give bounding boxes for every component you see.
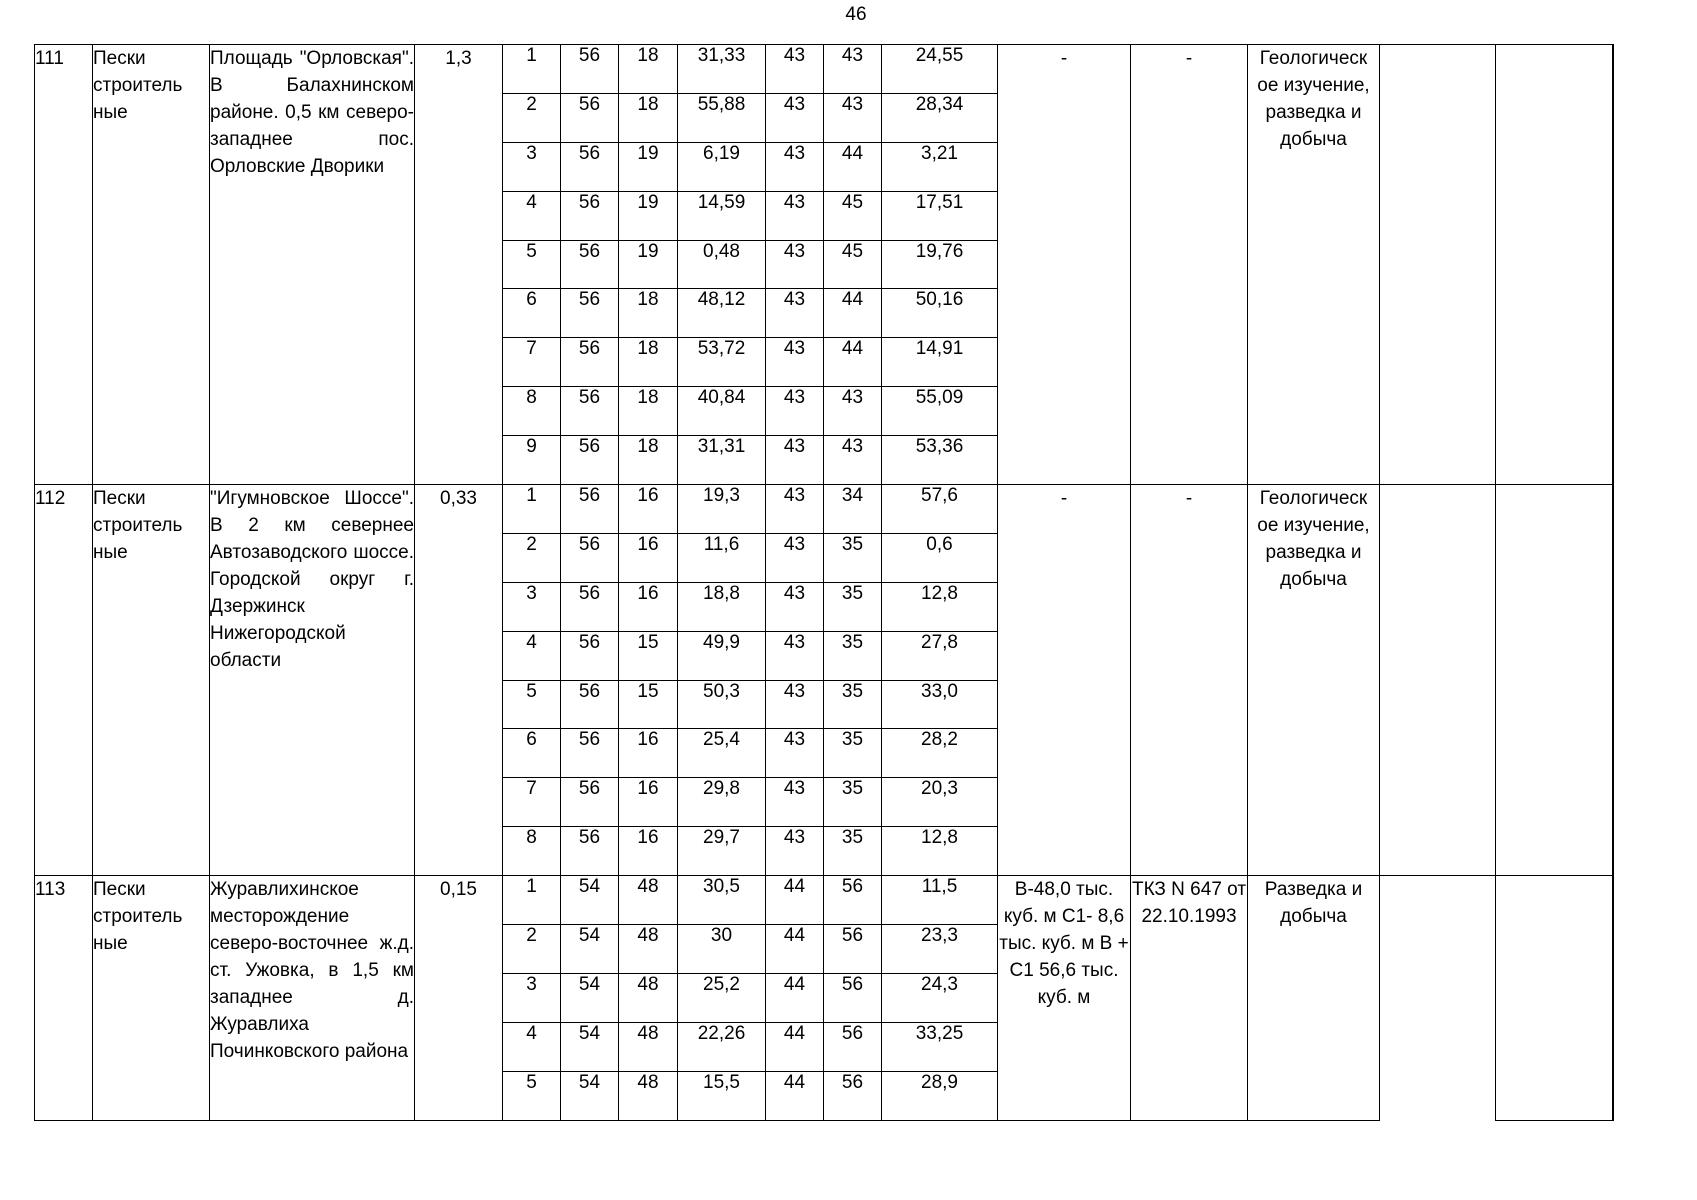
lon-degrees-cell: 43 [766, 289, 824, 338]
lat-seconds-cell: 50,3 [678, 680, 766, 729]
lon-seconds-cell: 28,9 [882, 1071, 998, 1120]
lon-seconds-cell: 14,91 [882, 338, 998, 387]
lat-degrees-cell: 56 [561, 827, 619, 876]
point-number-cell: 6 [503, 289, 561, 338]
lat-minutes-cell: 48 [619, 876, 678, 925]
lon-degrees-cell: 43 [766, 533, 824, 582]
lon-minutes-cell: 45 [824, 191, 882, 240]
empty-cell [1613, 876, 1614, 1120]
lon-seconds-cell: 23,3 [882, 925, 998, 974]
lon-degrees-cell: 44 [766, 1022, 824, 1071]
point-number-cell: 1 [503, 45, 561, 94]
lat-degrees-cell: 54 [561, 925, 619, 974]
lat-minutes-cell: 48 [619, 925, 678, 974]
lat-degrees-cell: 54 [561, 1071, 619, 1120]
lon-degrees-cell: 43 [766, 191, 824, 240]
lon-seconds-cell: 28,34 [882, 93, 998, 142]
lon-minutes-cell: 35 [824, 729, 882, 778]
lon-minutes-cell: 34 [824, 485, 882, 534]
lon-seconds-cell: 12,8 [882, 582, 998, 631]
protocol-info: ТКЗ N 647 от 22.10.1993 [1131, 876, 1248, 1120]
lat-degrees-cell: 56 [561, 729, 619, 778]
lat-degrees-cell: 56 [561, 436, 619, 485]
site-location: Площадь "Орловская". В Балахнинском районе. 0,5 км северо-западнее пос. Орловские Дворики [210, 45, 415, 485]
lon-seconds-cell: 57,6 [882, 485, 998, 534]
lat-minutes-cell: 18 [619, 387, 678, 436]
lon-seconds-cell: 28,2 [882, 729, 998, 778]
point-number-cell: 9 [503, 436, 561, 485]
point-number-cell: 1 [503, 876, 561, 925]
lat-minutes-cell: 19 [619, 142, 678, 191]
lon-minutes-cell: 35 [824, 827, 882, 876]
lon-minutes-cell: 56 [824, 973, 882, 1022]
lat-degrees-cell: 56 [561, 631, 619, 680]
lat-degrees-cell: 56 [561, 45, 619, 94]
lon-seconds-cell: 27,8 [882, 631, 998, 680]
point-number-cell: 8 [503, 827, 561, 876]
site-area: 1,3 [415, 45, 503, 485]
lat-degrees-cell: 56 [561, 289, 619, 338]
lat-degrees-cell: 56 [561, 142, 619, 191]
lat-degrees-cell: 56 [561, 533, 619, 582]
lat-seconds-cell: 22,26 [678, 1022, 766, 1071]
page-number: 46 [845, 4, 867, 25]
lat-degrees-cell: 56 [561, 485, 619, 534]
lat-minutes-cell: 15 [619, 680, 678, 729]
empty-cell [1496, 485, 1613, 876]
lon-degrees-cell: 43 [766, 485, 824, 534]
lon-degrees-cell: 43 [766, 142, 824, 191]
lon-minutes-cell: 35 [824, 533, 882, 582]
lat-seconds-cell: 48,12 [678, 289, 766, 338]
lat-degrees-cell: 54 [561, 876, 619, 925]
lat-minutes-cell: 18 [619, 45, 678, 94]
lon-degrees-cell: 43 [766, 93, 824, 142]
point-number-cell: 5 [503, 1071, 561, 1120]
site-area: 0,15 [415, 876, 503, 1120]
lon-minutes-cell: 35 [824, 680, 882, 729]
lat-seconds-cell: 19,3 [678, 485, 766, 534]
lon-minutes-cell: 35 [824, 631, 882, 680]
lon-degrees-cell: 44 [766, 1071, 824, 1120]
lon-degrees-cell: 43 [766, 45, 824, 94]
usage-purpose: Разведка и добыча [1248, 876, 1380, 1120]
lon-minutes-cell: 44 [824, 289, 882, 338]
lat-degrees-cell: 56 [561, 387, 619, 436]
lat-seconds-cell: 6,19 [678, 142, 766, 191]
subsoil-registry-table [34, 44, 1614, 1121]
lat-minutes-cell: 48 [619, 1071, 678, 1120]
lon-seconds-cell: 55,09 [882, 387, 998, 436]
lon-minutes-cell: 56 [824, 1022, 882, 1071]
point-number-cell: 3 [503, 973, 561, 1022]
reserves-info: - [998, 485, 1131, 876]
usage-purpose: Геологическ ое изучение, разведка и добыча [1248, 485, 1380, 876]
lon-seconds-cell: 24,3 [882, 973, 998, 1022]
lat-seconds-cell: 0,48 [678, 240, 766, 289]
empty-cell [1613, 485, 1614, 876]
lat-seconds-cell: 40,84 [678, 387, 766, 436]
point-number-cell: 5 [503, 680, 561, 729]
point-number-cell: 4 [503, 191, 561, 240]
lon-degrees-cell: 44 [766, 973, 824, 1022]
site-number: 111 [35, 45, 93, 485]
lat-seconds-cell: 29,7 [678, 827, 766, 876]
lon-degrees-cell: 43 [766, 729, 824, 778]
lon-seconds-cell: 53,36 [882, 436, 998, 485]
lat-seconds-cell: 18,8 [678, 582, 766, 631]
lat-seconds-cell: 49,9 [678, 631, 766, 680]
point-number-cell: 8 [503, 387, 561, 436]
lon-seconds-cell: 19,76 [882, 240, 998, 289]
lon-seconds-cell: 33,0 [882, 680, 998, 729]
lat-degrees-cell: 56 [561, 191, 619, 240]
lat-minutes-cell: 16 [619, 827, 678, 876]
lon-degrees-cell: 43 [766, 338, 824, 387]
point-number-cell: 7 [503, 778, 561, 827]
point-number-cell: 3 [503, 582, 561, 631]
site-number: 112 [35, 485, 93, 876]
lon-seconds-cell: 3,21 [882, 142, 998, 191]
mineral-type: Пески строитель ные [93, 876, 210, 1120]
reserves-info: - [998, 45, 1131, 485]
lon-minutes-cell: 35 [824, 778, 882, 827]
lat-minutes-cell: 18 [619, 436, 678, 485]
lon-degrees-cell: 43 [766, 680, 824, 729]
lon-minutes-cell: 44 [824, 142, 882, 191]
mineral-type: Пески строитель ные [93, 485, 210, 876]
lon-degrees-cell: 43 [766, 778, 824, 827]
lat-degrees-cell: 54 [561, 973, 619, 1022]
lat-degrees-cell: 56 [561, 240, 619, 289]
lon-seconds-cell: 50,16 [882, 289, 998, 338]
lat-seconds-cell: 53,72 [678, 338, 766, 387]
lat-minutes-cell: 16 [619, 533, 678, 582]
lat-seconds-cell: 29,8 [678, 778, 766, 827]
lon-minutes-cell: 56 [824, 1071, 882, 1120]
lon-seconds-cell: 17,51 [882, 191, 998, 240]
lon-minutes-cell: 43 [824, 93, 882, 142]
lon-degrees-cell: 43 [766, 827, 824, 876]
lon-degrees-cell: 44 [766, 876, 824, 925]
lon-seconds-cell: 20,3 [882, 778, 998, 827]
lat-degrees-cell: 54 [561, 1022, 619, 1071]
point-number-cell: 5 [503, 240, 561, 289]
lon-degrees-cell: 43 [766, 240, 824, 289]
point-number-cell: 2 [503, 533, 561, 582]
protocol-info: - [1131, 45, 1248, 485]
site-area: 0,33 [415, 485, 503, 876]
site-location: "Игумновское Шоссе". В 2 км севернее Автозаводского шоссе. Городской округ г. Дзержинск Нижегородской области [210, 485, 415, 876]
lat-minutes-cell: 48 [619, 973, 678, 1022]
lat-seconds-cell: 25,4 [678, 729, 766, 778]
table-row [35, 485, 1614, 534]
lon-seconds-cell: 24,55 [882, 45, 998, 94]
point-number-cell: 3 [503, 142, 561, 191]
mineral-type: Пески строитель ные [93, 45, 210, 485]
usage-purpose: Геологическ ое изучение, разведка и добыча [1248, 45, 1380, 485]
lat-degrees-cell: 56 [561, 338, 619, 387]
lon-seconds-cell: 33,25 [882, 1022, 998, 1071]
lon-minutes-cell: 43 [824, 45, 882, 94]
lon-minutes-cell: 45 [824, 240, 882, 289]
lat-minutes-cell: 15 [619, 631, 678, 680]
lat-minutes-cell: 16 [619, 729, 678, 778]
point-number-cell: 7 [503, 338, 561, 387]
lon-minutes-cell: 43 [824, 436, 882, 485]
lat-degrees-cell: 56 [561, 93, 619, 142]
lat-seconds-cell: 25,2 [678, 973, 766, 1022]
lat-minutes-cell: 16 [619, 582, 678, 631]
point-number-cell: 4 [503, 631, 561, 680]
lon-seconds-cell: 11,5 [882, 876, 998, 925]
empty-cell [1496, 876, 1613, 1120]
reserves-info: В-48,0 тыс. куб. м С1- 8,6 тыс. куб. м В + С1 56,6 тыс. куб. м [998, 876, 1131, 1120]
lon-minutes-cell: 56 [824, 925, 882, 974]
lat-minutes-cell: 18 [619, 289, 678, 338]
empty-gap [1380, 876, 1496, 1120]
lat-degrees-cell: 56 [561, 680, 619, 729]
lon-minutes-cell: 44 [824, 338, 882, 387]
lon-degrees-cell: 43 [766, 387, 824, 436]
empty-cell [1496, 45, 1613, 485]
lon-minutes-cell: 56 [824, 876, 882, 925]
lat-seconds-cell: 55,88 [678, 93, 766, 142]
lon-minutes-cell: 35 [824, 582, 882, 631]
lat-minutes-cell: 16 [619, 485, 678, 534]
lat-seconds-cell: 15,5 [678, 1071, 766, 1120]
lon-degrees-cell: 44 [766, 925, 824, 974]
site-number: 113 [35, 876, 93, 1120]
lon-degrees-cell: 43 [766, 436, 824, 485]
lat-minutes-cell: 19 [619, 240, 678, 289]
empty-cell [1380, 45, 1496, 485]
lat-minutes-cell: 16 [619, 778, 678, 827]
table-row [35, 45, 1614, 94]
lat-seconds-cell: 30,5 [678, 876, 766, 925]
lat-degrees-cell: 56 [561, 582, 619, 631]
lat-seconds-cell: 31,33 [678, 45, 766, 94]
empty-cell [1613, 45, 1614, 485]
lat-minutes-cell: 48 [619, 1022, 678, 1071]
point-number-cell: 2 [503, 93, 561, 142]
lat-seconds-cell: 11,6 [678, 533, 766, 582]
lat-seconds-cell: 14,59 [678, 191, 766, 240]
table-row [35, 876, 1614, 925]
protocol-info: - [1131, 485, 1248, 876]
lat-minutes-cell: 18 [619, 338, 678, 387]
site-location: Журавлихинское месторождение северо-восточнее ж.д. ст. Ужовка, в 1,5 км западнее д. Журавлиха Починковского района [210, 876, 415, 1120]
lat-minutes-cell: 19 [619, 191, 678, 240]
empty-cell [1380, 485, 1496, 876]
lat-degrees-cell: 56 [561, 778, 619, 827]
lat-minutes-cell: 18 [619, 93, 678, 142]
lon-degrees-cell: 43 [766, 631, 824, 680]
lat-seconds-cell: 31,31 [678, 436, 766, 485]
point-number-cell: 4 [503, 1022, 561, 1071]
point-number-cell: 1 [503, 485, 561, 534]
point-number-cell: 6 [503, 729, 561, 778]
lat-seconds-cell: 30 [678, 925, 766, 974]
point-number-cell: 2 [503, 925, 561, 974]
lon-seconds-cell: 0,6 [882, 533, 998, 582]
lon-seconds-cell: 12,8 [882, 827, 998, 876]
lon-degrees-cell: 43 [766, 582, 824, 631]
lon-minutes-cell: 43 [824, 387, 882, 436]
